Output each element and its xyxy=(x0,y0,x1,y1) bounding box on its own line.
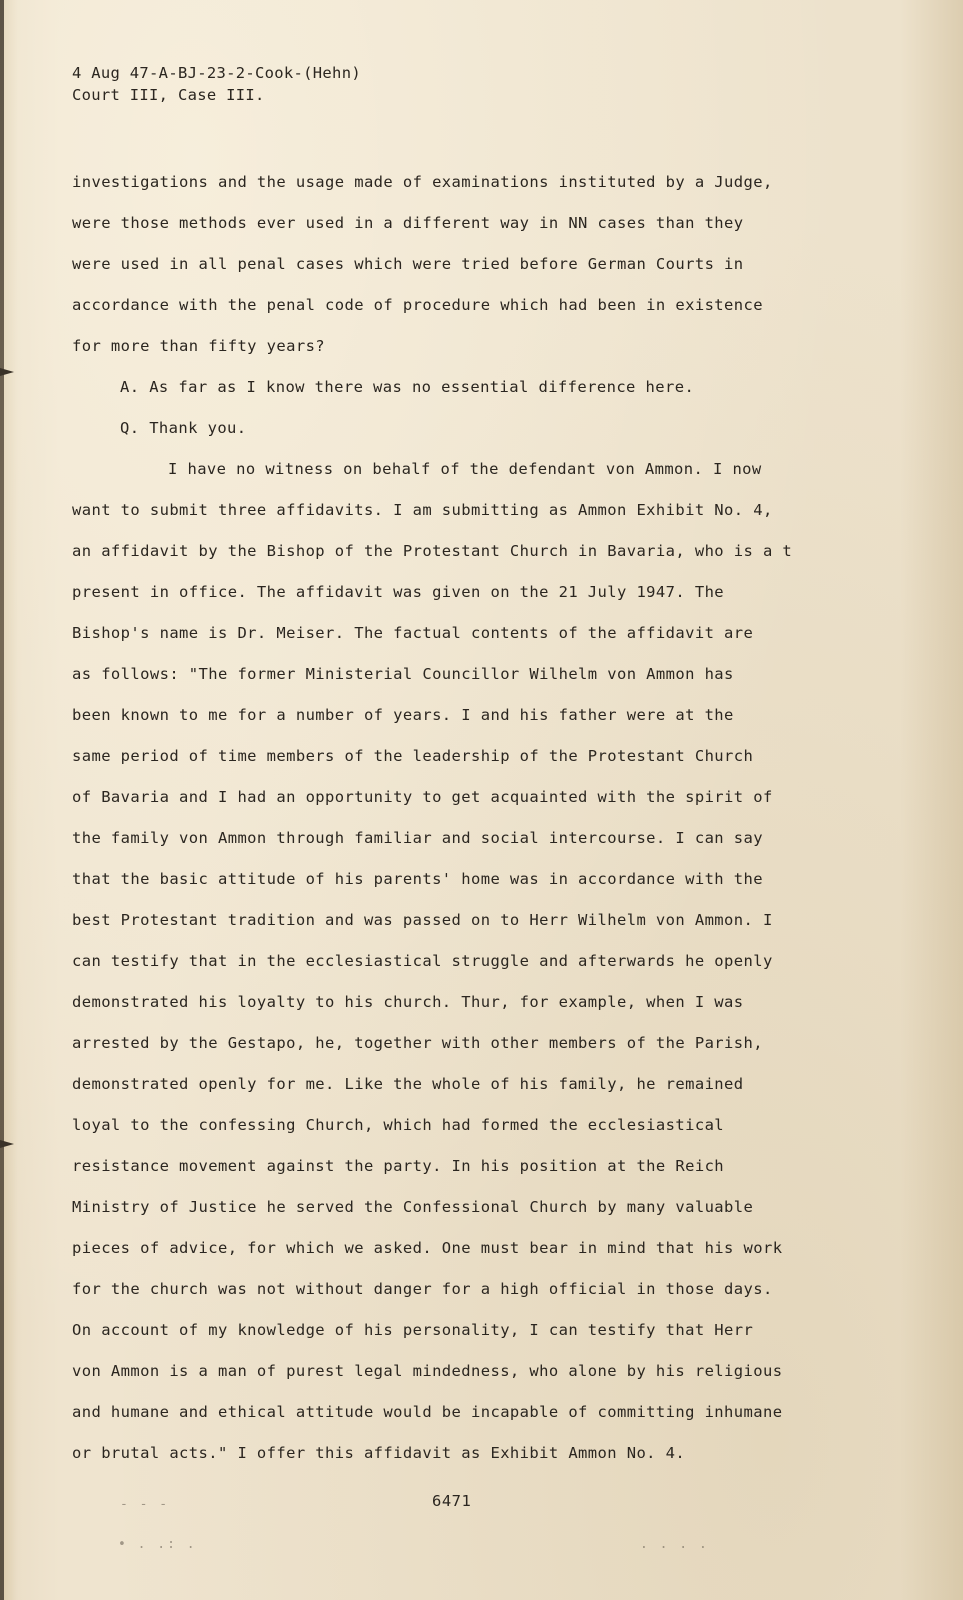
text-line: accordance with the penal code of procedure which had been in existence xyxy=(72,296,763,314)
text-line: were those methods ever used in a different way in NN cases than they xyxy=(72,214,744,232)
header-court: Court III, Case III. xyxy=(72,86,265,104)
text-line: or brutal acts." I offer this affidavit as Exhibit Ammon No. 4. xyxy=(72,1444,686,1462)
text-line: want to submit three affidavits. I am submitting as Ammon Exhibit No. 4, xyxy=(72,501,773,519)
question-line: Q. Thank you. xyxy=(120,419,247,437)
text-line: demonstrated openly for me. Like the whole of his family, he remained xyxy=(72,1075,744,1093)
text-line: arrested by the Gestapo, he, together with other members of the Parish, xyxy=(72,1034,763,1052)
text-line: resistance movement against the party. In his position at the Reich xyxy=(72,1157,725,1175)
answer-line: A. As far as I know there was no essential difference here. xyxy=(120,378,695,396)
text-line: for the church was not without danger for a high official in those days. xyxy=(72,1280,773,1298)
page-number: 6471 xyxy=(432,1492,472,1510)
text-line: been known to me for a number of years. I and his father were at the xyxy=(72,706,734,724)
transcript-body xyxy=(72,162,842,1474)
margin-mark xyxy=(0,368,14,376)
text-line: present in office. The affidavit was given on the 21 July 1947. The xyxy=(72,583,725,601)
text-line: same period of time members of the leadership of the Protestant Church xyxy=(72,747,754,765)
text-line: Bishop's name is Dr. Meiser. The factual contents of the affidavit are xyxy=(72,624,754,642)
paragraph-start-line: I have no witness on behalf of the defendant von Ammon. I now xyxy=(168,460,762,478)
text-line: Ministry of Justice he served the Confessional Church by many valuable xyxy=(72,1198,754,1216)
text-line: investigations and the usage made of examinations instituted by a Judge, xyxy=(72,173,773,191)
page-edge-shadow xyxy=(0,0,4,1600)
margin-mark xyxy=(0,1140,14,1148)
text-line: On account of my knowledge of his personality, I can testify that Herr xyxy=(72,1321,754,1339)
text-line: for more than fifty years? xyxy=(72,337,326,355)
text-line: the family von Ammon through familiar and social intercourse. I can say xyxy=(72,829,763,847)
text-line: pieces of advice, for which we asked. One must bear in mind that his work xyxy=(72,1239,783,1257)
text-line: von Ammon is a man of purest legal mindedness, who alone by his religious xyxy=(72,1362,783,1380)
text-line: as follows: "The former Ministerial Councillor Wilhelm von Ammon has xyxy=(72,665,734,683)
text-line: an affidavit by the Bishop of the Protestant Church in Bavaria, who is a t xyxy=(72,542,793,560)
text-line: were used in all penal cases which were tried before German Courts in xyxy=(72,255,744,273)
text-line: and humane and ethical attitude would be incapable of committing inhumane xyxy=(72,1403,783,1421)
text-line: can testify that in the ecclesiastical struggle and afterwards he openly xyxy=(72,952,773,970)
header-reference: 4 Aug 47-A-BJ-23-2-Cook-(Hehn) xyxy=(72,64,361,82)
faded-typing-mark: • . .: . xyxy=(118,1537,197,1552)
faded-typing-mark: . . . . xyxy=(640,1537,709,1552)
text-line: of Bavaria and I had an opportunity to get acquainted with the spirit of xyxy=(72,788,773,806)
document-header xyxy=(72,62,361,106)
text-line: that the basic attitude of his parents' home was in accordance with the xyxy=(72,870,763,888)
text-line: loyal to the confessing Church, which had formed the ecclesiastical xyxy=(72,1116,725,1134)
faded-typing-mark: - - - xyxy=(120,1497,170,1512)
text-line: best Protestant tradition and was passed on to Herr Wilhelm von Ammon. I xyxy=(72,911,773,929)
text-line: demonstrated his loyalty to his church. Thur, for example, when I was xyxy=(72,993,744,1011)
